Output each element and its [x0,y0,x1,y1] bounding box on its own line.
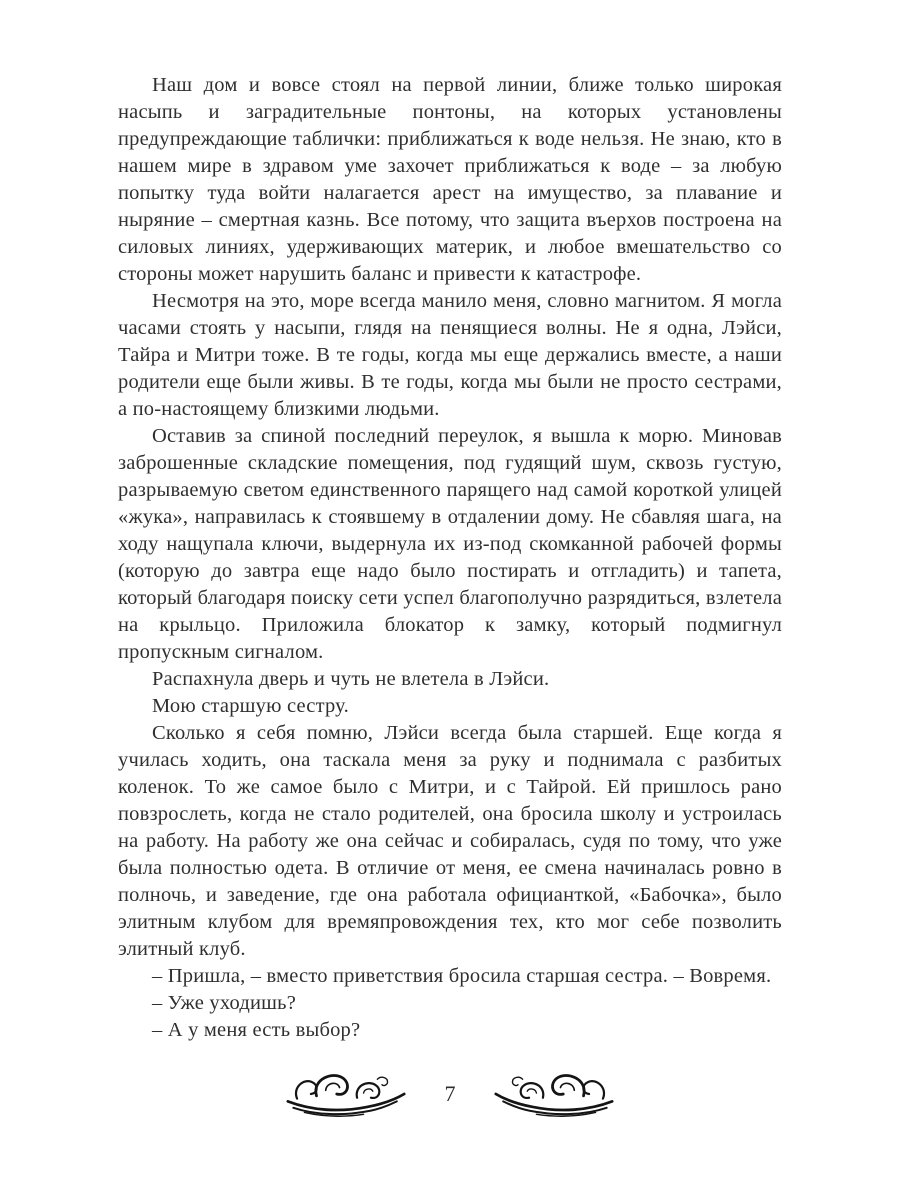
paragraph: – Пришла, – вместо приветствия бросила старшая сестра. – Вовремя. [152,965,772,987]
paragraph: – А у меня есть выбор? [152,1019,361,1041]
paragraph: Сколько я себя помню, Лэйси всегда была старшей. Еще когда я училась ходить, она таскала меня за руку и поднимала с разбитых коленок. То же самое было с Митри, и с Тайрой. Ей пришлось рано повзрослеть, когда не стало родителей, она бросила школу и устроилась на работу. На работу же она сейчас и собиралась, судя по тому, что уже была полностью одета. В отличие от меня, ее смена начиналась ровно в полночь, и заведение, где она работала официанткой, «Бабочка», было элитным клубом для времяпровождения тех, кто мог себе позволить элитный клуб. [118,722,782,960]
page-text-block [118,72,782,1044]
paragraph: Наш дом и вовсе стоял на первой линии, ближе только широкая насыпь и заградительные понтоны, на которых установлены предупреждающие таблички: приближаться к воде нельзя. Не знаю, кто в нашем мире в здравом уме захочет приближаться к воде – за любую попытку туда войти налагается арест на имущество, за плавание и ныряние – смертная казнь. Все потому, что защита въерхов построена на силовых линиях, удерживающих материк, и любое вмешательство со стороны может нарушить баланс и привести к катастрофе. [118,74,782,285]
paragraph: – Уже уходишь? [152,992,297,1014]
paragraph: Несмотря на это, море всегда манило меня, словно магнитом. Я могла часами стоять у насыпи, глядя на пенящиеся волны. Не я одна, Лэйси, Тайра и Митри тоже. В те годы, когда мы еще держались вместе, а наши родители еще были живы. В те годы, когда мы были не просто сестрами, а по-настоящему близкими людьми. [118,290,782,420]
paragraph: Мою старшую сестру. [152,695,349,717]
page-footer [0,1068,900,1120]
wave-ornament-left-icon [286,1068,406,1120]
paragraph: Оставив за спиной последний переулок, я вышла к морю. Миновав заброшенные складские помещения, под гудящий шум, сквозь густую, разрываемую светом единственного парящего над самой короткой улицей «жука», направилась к стоявшему в отдалении дому. Не сбавляя шага, на ходу нащупала ключи, выдернула их из-под скомканной рабочей формы (которую до завтра еще надо было постирать и отгладить) и тапета, который благодаря поиску сети успел благополучно разрядиться, взлетела на крыльцо. Приложила блокатор к замку, который подмигнул пропускным сигналом. [118,425,782,663]
wave-ornament-right-icon [494,1068,614,1120]
page-number: 7 [444,1081,456,1106]
paragraph: Распахнула дверь и чуть не влетела в Лэйси. [152,668,550,690]
